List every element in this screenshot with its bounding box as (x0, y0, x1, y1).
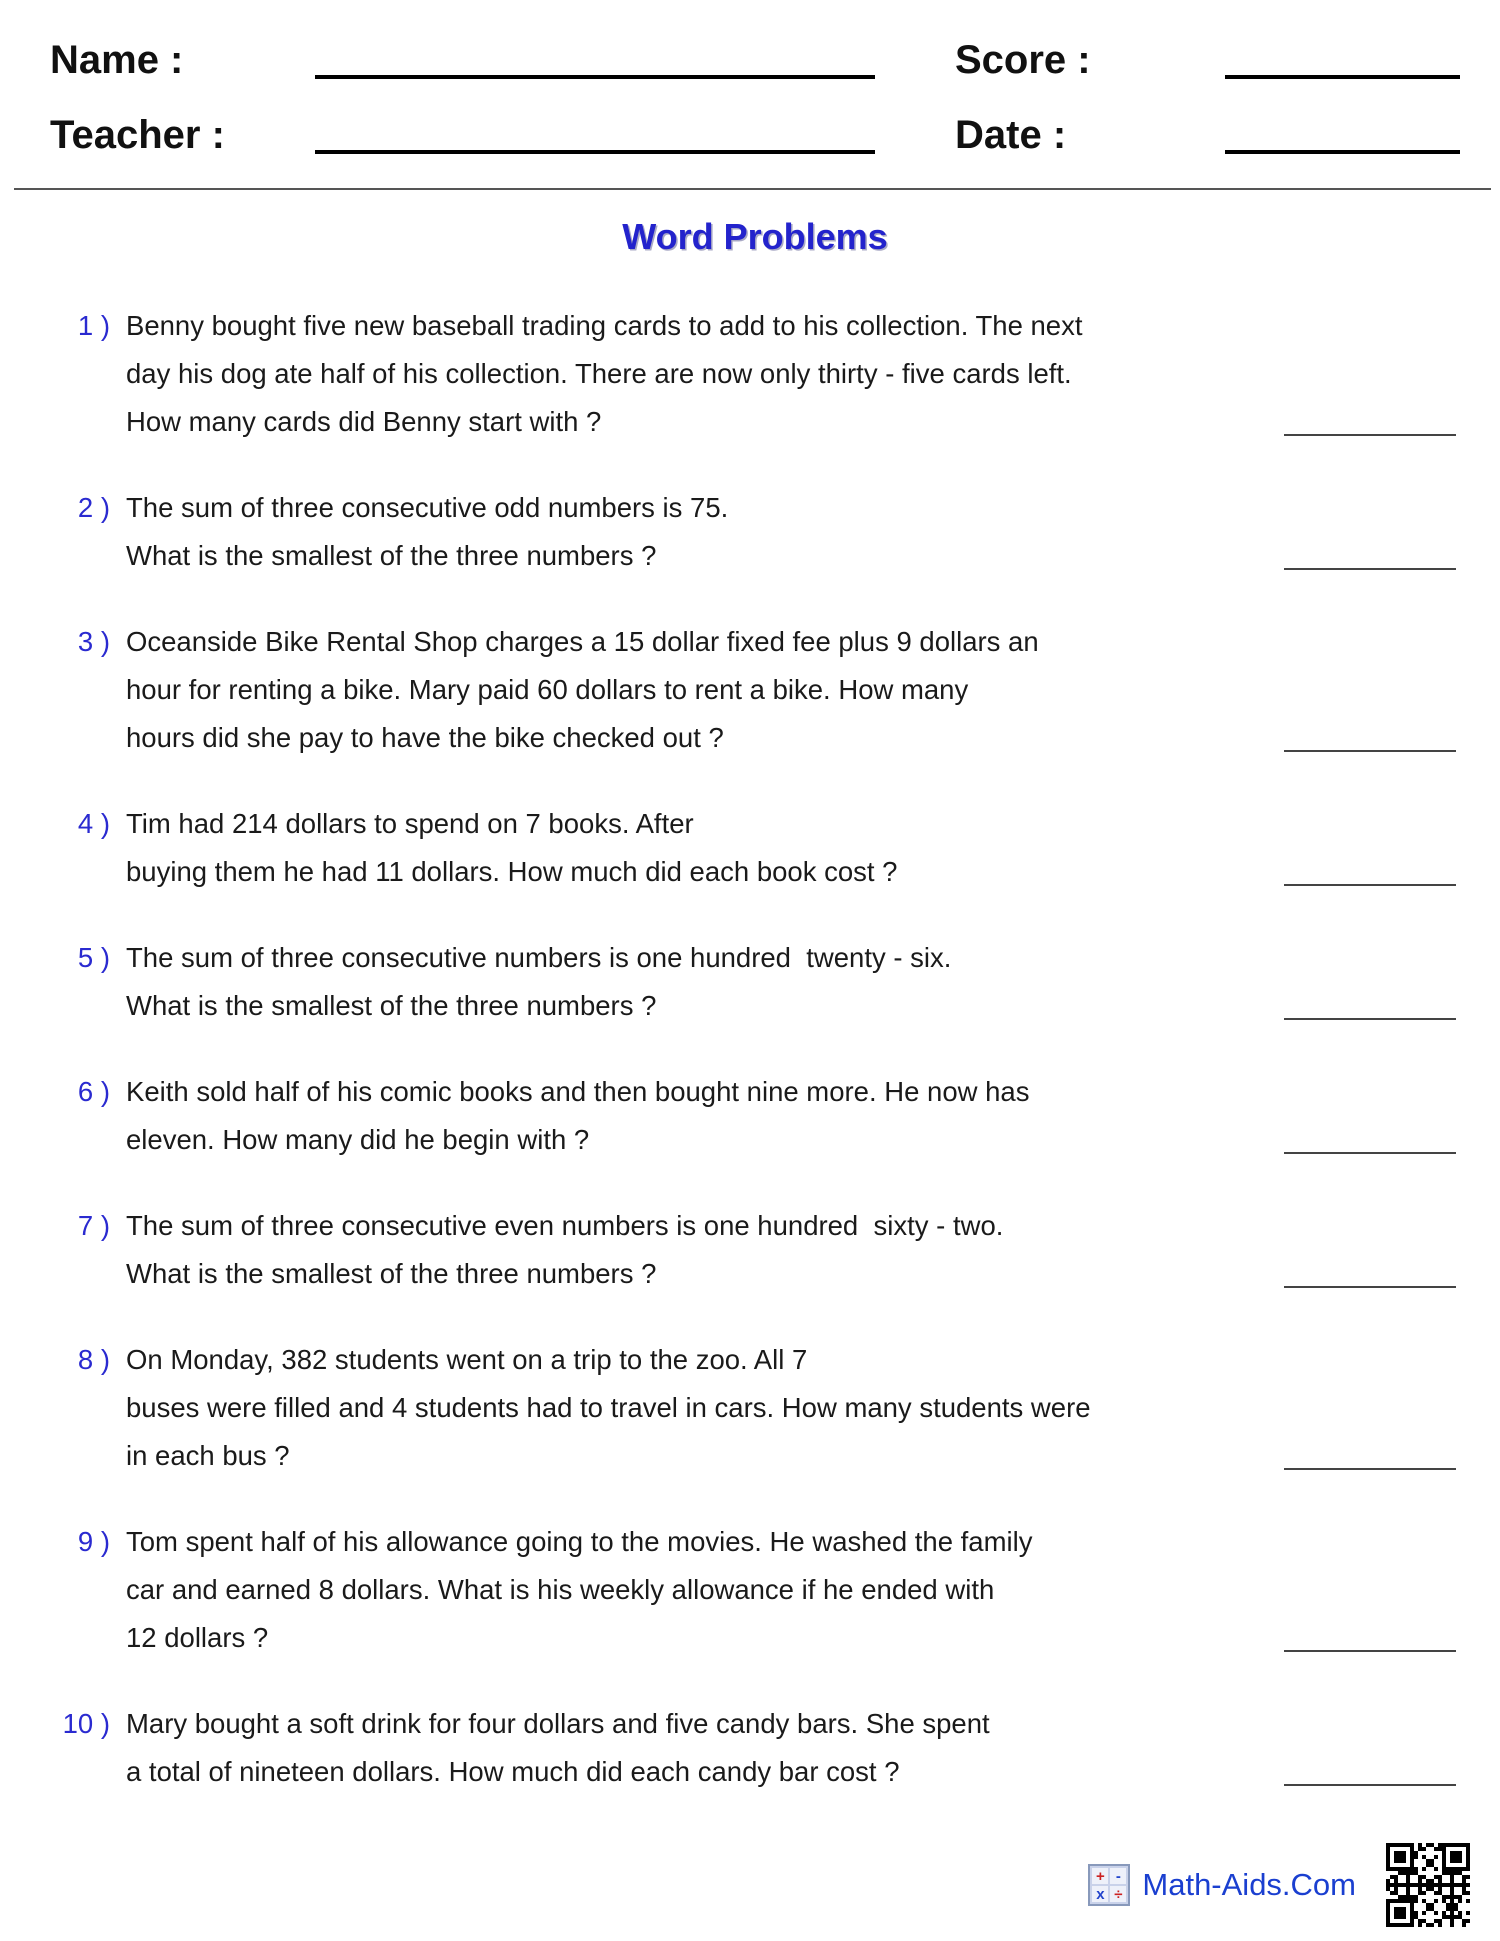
problem-number: 1 ) (77, 310, 110, 341)
date-label: Date : (955, 113, 1067, 157)
problem-line: car and earned 8 dollars. What is his weekly allowance if he ended with (126, 1574, 995, 1605)
problem-line: How many cards did Benny start with ? (126, 406, 602, 437)
answer-blank-line (1284, 1650, 1456, 1652)
header-divider (14, 188, 1491, 190)
problem (50, 800, 1460, 896)
page-title: Word Problems (622, 216, 888, 257)
answer-blank-line (1284, 750, 1456, 752)
header (50, 38, 1460, 158)
math-aids-logo-icon (1088, 1864, 1130, 1906)
problem-lines (126, 1336, 1091, 1480)
problem (50, 302, 1460, 446)
minus-icon: - (1110, 1868, 1126, 1884)
problem (50, 484, 1460, 580)
problem-line: Tom spent half of his allowance going to the movies. He washed the family (126, 1526, 1033, 1557)
problem-line: Benny bought five new baseball trading cards to add to his collection. The next (126, 310, 1083, 341)
problem-number: 10 ) (62, 1708, 110, 1739)
answer-blank-line (1284, 1152, 1456, 1154)
problem (50, 1068, 1460, 1164)
name-label: Name : (50, 38, 184, 82)
date-blank-line (1225, 150, 1460, 154)
problem-line: Oceanside Bike Rental Shop charges a 15 dollar fixed fee plus 9 dollars an (126, 626, 1039, 657)
problem-line: hour for renting a bike. Mary paid 60 dollars to rent a bike. How many (126, 674, 969, 705)
answer-blank-line (1284, 1286, 1456, 1288)
problem-lines (126, 484, 728, 580)
problem-line: buying them he had 11 dollars. How much did each book cost ? (126, 856, 898, 887)
problem-lines (126, 1700, 990, 1796)
problems-list (50, 302, 1460, 1796)
divide-icon: ÷ (1110, 1886, 1126, 1902)
problem-line: Keith sold half of his comic books and then bought nine more. He now has (126, 1076, 1030, 1107)
problem-line: 12 dollars ? (126, 1622, 269, 1653)
answer-blank-line (1284, 1018, 1456, 1020)
problem-line: The sum of three consecutive odd numbers is 75. (126, 492, 729, 523)
problem-line: in each bus ? (126, 1440, 290, 1471)
problem (50, 1202, 1460, 1298)
problem-lines (126, 302, 1082, 446)
answer-blank-line (1284, 1784, 1456, 1786)
problem-line: day his dog ate half of his collection. There are now only thirty - five cards left. (126, 358, 1072, 389)
problem-lines (126, 800, 897, 896)
problem-line: What is the smallest of the three numbers ? (126, 990, 657, 1021)
problem-line: The sum of three consecutive even numbers is one hundred sixty - two. (126, 1210, 1004, 1241)
header-row-1 (50, 38, 1460, 83)
problem (50, 1700, 1460, 1796)
problem-line: buses were filled and 4 students had to travel in cars. How many students were (126, 1392, 1091, 1423)
problem-lines (126, 1202, 1003, 1298)
problem-lines (126, 1518, 1032, 1662)
answer-blank-line (1284, 884, 1456, 886)
problem (50, 1518, 1460, 1662)
times-icon: x (1092, 1886, 1108, 1902)
problem (50, 618, 1460, 762)
brand (1088, 1864, 1356, 1906)
name-blank-line (315, 75, 875, 79)
problem-line: a total of nineteen dollars. How much did each candy bar cost ? (126, 1756, 900, 1787)
plus-icon: + (1092, 1868, 1108, 1884)
footer (1088, 1843, 1470, 1927)
problem-line: Mary bought a soft drink for four dollars and five candy bars. She spent (126, 1708, 990, 1739)
teacher-label: Teacher : (50, 113, 225, 157)
problem-number: 5 ) (77, 942, 110, 973)
problem-number: 3 ) (77, 626, 110, 657)
score-label: Score : (955, 38, 1091, 82)
problem (50, 1336, 1460, 1480)
problem (50, 934, 1460, 1030)
problem-line: On Monday, 382 students went on a trip to the zoo. All 7 (126, 1344, 808, 1375)
score-blank-line (1225, 75, 1460, 79)
qr-code (1386, 1843, 1470, 1927)
brand-name: Math-Aids.Com (1142, 1867, 1356, 1902)
teacher-blank-line (315, 150, 875, 154)
problem-number: 8 ) (77, 1344, 110, 1375)
answer-blank-line (1284, 434, 1456, 436)
problem-number: 7 ) (77, 1210, 110, 1241)
header-row-2 (50, 113, 1460, 158)
problem-lines (126, 618, 1039, 762)
problem-number: 2 ) (77, 492, 110, 523)
problem-line: eleven. How many did he begin with ? (126, 1124, 590, 1155)
problem-number: 6 ) (77, 1076, 110, 1107)
answer-blank-line (1284, 568, 1456, 570)
problem-lines (126, 1068, 1029, 1164)
problem-line: What is the smallest of the three numbers ? (126, 1258, 657, 1289)
problem-line: Tim had 214 dollars to spend on 7 books. After (126, 808, 694, 839)
problem-number: 9 ) (77, 1526, 110, 1557)
problem-number: 4 ) (77, 808, 110, 839)
problem-line: The sum of three consecutive numbers is one hundred twenty - six. (126, 942, 952, 973)
problem-line: hours did she pay to have the bike checked out ? (126, 722, 724, 753)
problem-line: What is the smallest of the three numbers ? (126, 540, 657, 571)
problem-lines (126, 934, 951, 1030)
answer-blank-line (1284, 1468, 1456, 1470)
